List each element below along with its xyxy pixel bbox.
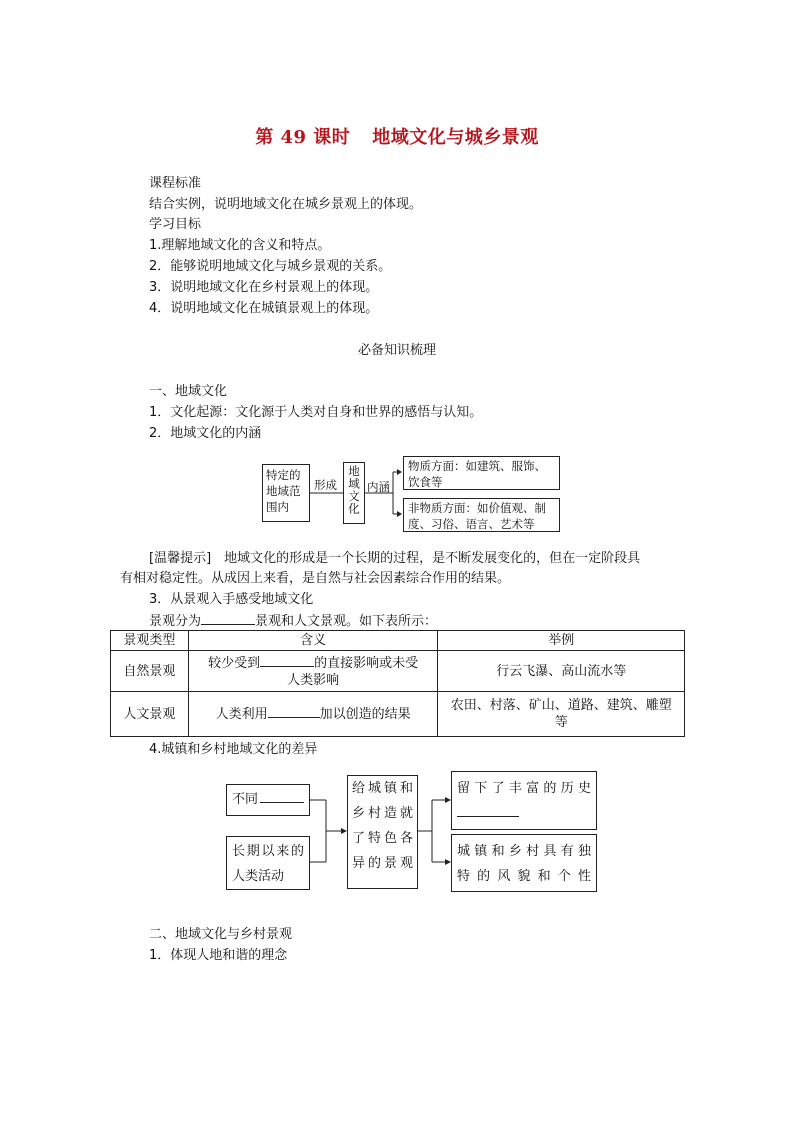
part2-item1: 1．体现人地和谐的理念 bbox=[149, 948, 288, 963]
section-title: 必备知识梳理 bbox=[357, 343, 436, 358]
center-line: 乡村造就 bbox=[352, 806, 413, 821]
history-box bbox=[451, 771, 597, 830]
goal-item: 1.理解地域文化的含义和特点。 bbox=[149, 238, 331, 253]
connote-arrow-label: 内涵 bbox=[367, 480, 390, 494]
standard-text: 结合实例，说明地域文化在城乡景观上的体现。 bbox=[149, 197, 423, 212]
meaning-text: 加以创造的结果 bbox=[319, 707, 411, 722]
unique-line: 特的风貌和个性 bbox=[457, 869, 591, 884]
different-box bbox=[226, 784, 310, 816]
table-header: 举例 bbox=[438, 631, 685, 651]
history-label: 留下了丰富的历史 bbox=[457, 781, 591, 796]
table-header: 景观类型 bbox=[111, 631, 189, 651]
culture-box bbox=[343, 462, 365, 524]
item4-heading: 4.城镇和乡村地域文化的差异 bbox=[149, 742, 318, 757]
table-header-row bbox=[111, 631, 685, 651]
table-cell-meaning bbox=[188, 692, 438, 737]
region-box bbox=[262, 464, 310, 522]
material-box bbox=[403, 456, 560, 490]
region-line: 围内 bbox=[266, 500, 289, 514]
example-text: 农田、村落、矿山、道路、建筑、雕塑 bbox=[450, 698, 672, 713]
material-line: 饮食等 bbox=[408, 475, 443, 489]
goal-item: 2．能够说明地域文化与城乡景观的关系。 bbox=[149, 259, 392, 274]
part1-item2: 2．地域文化的内涵 bbox=[149, 426, 262, 441]
lesson-topic: 地域文化与城乡景观 bbox=[372, 127, 539, 148]
fill-blank[interactable] bbox=[201, 612, 255, 625]
fill-blank[interactable] bbox=[268, 705, 320, 718]
table-row bbox=[111, 651, 685, 692]
fill-blank[interactable] bbox=[260, 792, 304, 803]
table-header: 含义 bbox=[188, 631, 438, 651]
part1-heading: 一、地域文化 bbox=[149, 384, 228, 399]
fill-blank[interactable] bbox=[457, 804, 519, 817]
culture-box-label: 地域文化 bbox=[347, 465, 361, 515]
material-line: 物质方面：如建筑、服饰、 bbox=[408, 459, 546, 473]
unique-box bbox=[451, 834, 597, 892]
part2-heading: 二、地域文化与乡村景观 bbox=[149, 927, 293, 942]
different-label: 不同 bbox=[232, 792, 259, 807]
form-arrow-label: 形成 bbox=[314, 478, 337, 492]
item3-heading: 3．从景观入手感受地域文化 bbox=[149, 592, 314, 607]
tip-line2: 有相对稳定性。从成因上来看，是自然与社会因素综合作用的结果。 bbox=[120, 571, 511, 586]
table-cell-type: 人文景观 bbox=[111, 692, 189, 737]
tip-line1: [温馨提示] 地域文化的形成是一个长期的过程，是不断发展变化的，但在一定阶段具 bbox=[149, 551, 641, 566]
table-cell-type: 自然景观 bbox=[111, 651, 189, 692]
table-cell-example bbox=[438, 692, 685, 737]
meaning-text: 的直接影响或未受 bbox=[314, 655, 419, 671]
meaning-text: 人类影响 bbox=[287, 672, 340, 688]
region-line: 特定的 bbox=[266, 468, 301, 482]
unique-line: 城镇和乡村具有独 bbox=[457, 844, 591, 859]
part1-item1: 1．文化起源：文化源于人类对自身和世界的感悟与认知。 bbox=[149, 405, 483, 420]
goals-heading: 学习目标 bbox=[149, 217, 202, 232]
longterm-box bbox=[226, 836, 310, 890]
region-line: 地域范 bbox=[266, 484, 301, 498]
item3-text-a: 景观分为 bbox=[149, 614, 202, 629]
center-line: 给城镇和 bbox=[352, 781, 413, 796]
nonmaterial-line: 非物质方面：如价值观、制 bbox=[408, 501, 546, 515]
goal-item: 4．说明地域文化在城镇景观上的体现。 bbox=[149, 301, 379, 316]
lesson-number: 第 49 课时 bbox=[255, 127, 351, 148]
meaning-text: 人类利用 bbox=[215, 707, 268, 722]
goal-item: 3．说明地域文化在乡村景观上的体现。 bbox=[149, 280, 379, 295]
center-box bbox=[347, 775, 418, 889]
table-cell-example: 行云飞瀑、高山流水等 bbox=[438, 651, 685, 692]
example-text: 等 bbox=[554, 715, 568, 730]
fill-blank[interactable] bbox=[260, 654, 314, 667]
item3-text bbox=[149, 612, 437, 630]
longterm-line: 人类活动 bbox=[232, 869, 285, 884]
nonmaterial-line: 度、习俗、语言、艺术等 bbox=[408, 517, 535, 531]
table-row bbox=[111, 692, 685, 737]
landscape-table bbox=[110, 630, 685, 737]
standard-heading: 课程标准 bbox=[149, 176, 202, 191]
center-line: 了特色各 bbox=[352, 831, 413, 846]
page-title bbox=[0, 123, 794, 149]
item3-text-b: 景观和人文景观。如下表所示： bbox=[255, 614, 438, 629]
meaning-text: 较少受到 bbox=[208, 655, 261, 671]
nonmaterial-box bbox=[403, 498, 560, 532]
table-cell-meaning bbox=[188, 651, 438, 692]
center-line: 异的景观 bbox=[352, 856, 413, 871]
longterm-line: 长期以来的 bbox=[232, 844, 304, 859]
